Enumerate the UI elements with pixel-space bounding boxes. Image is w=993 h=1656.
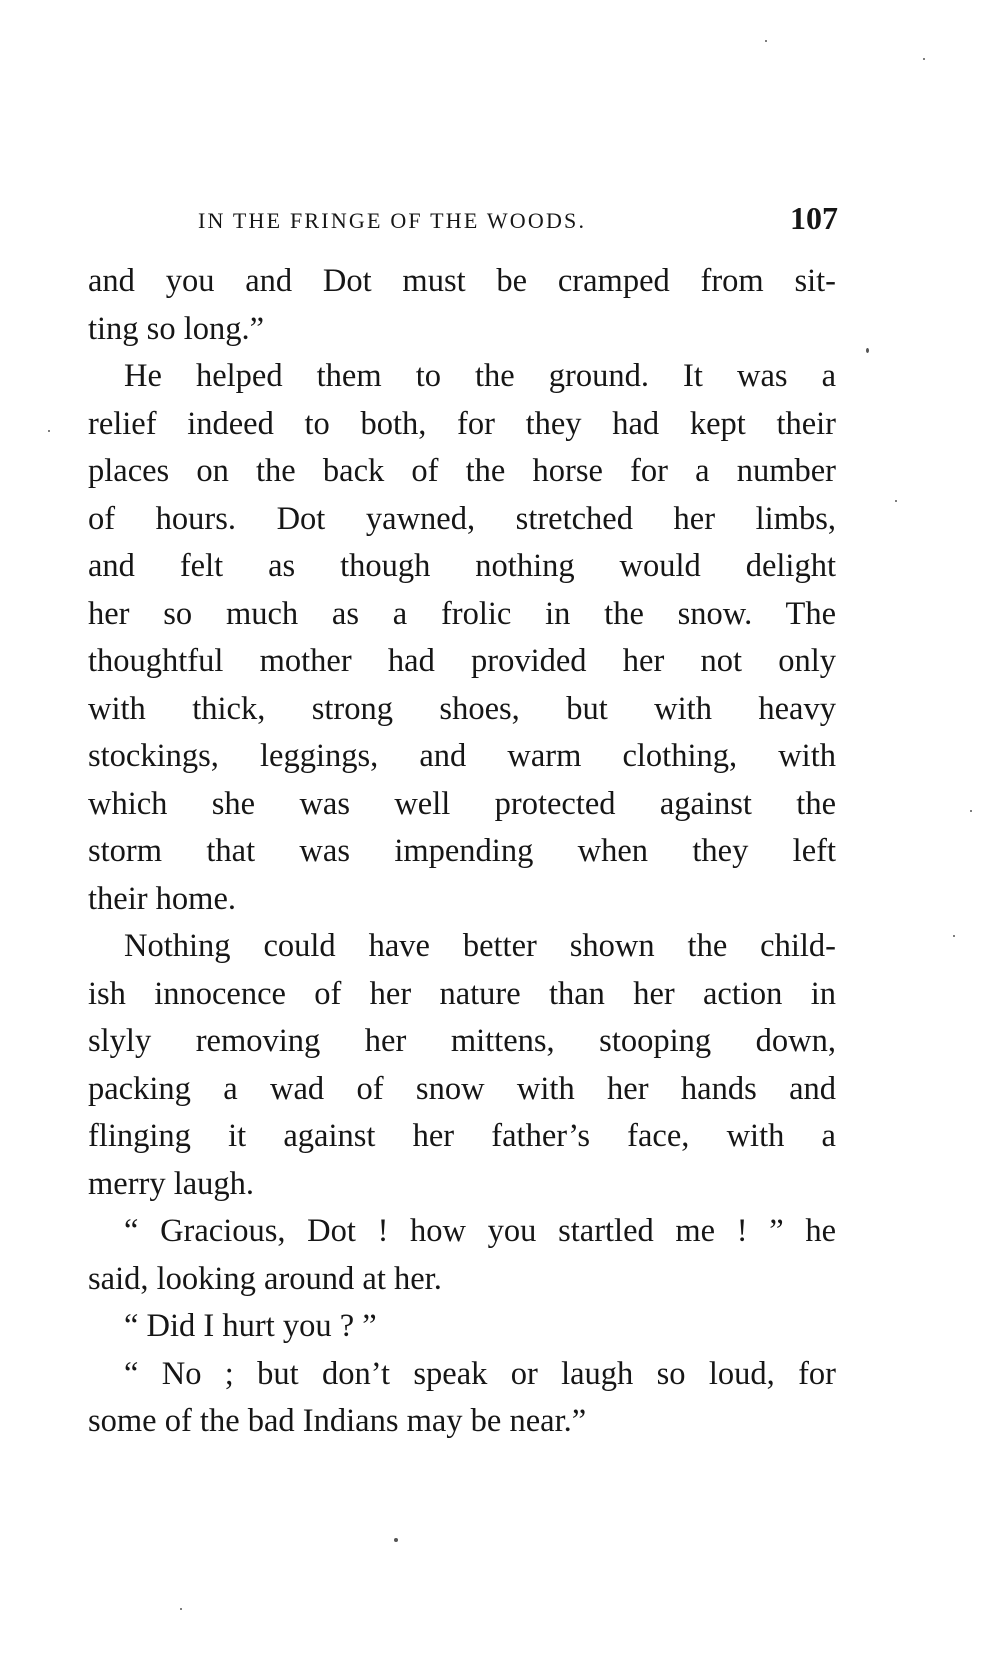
body-text — [88, 258, 836, 1446]
text-line: which she was well protected against the — [88, 785, 836, 822]
running-head — [198, 198, 838, 238]
text-line: her so much as a frolic in the snow. The — [88, 595, 836, 632]
text-line: packing a wad of snow with her hands and — [88, 1070, 836, 1107]
text-line: and you and Dot must be cramped from sit- — [88, 263, 836, 299]
text-line: “ Gracious, Dot ! how you startled me ! ” he — [124, 1213, 836, 1249]
text-line: of hours. Dot yawned, stretched her limbs, — [88, 500, 836, 537]
running-title: IN THE FRINGE OF THE WOODS. — [198, 208, 587, 233]
paragraph — [88, 353, 836, 923]
text-line: Nothing could have better shown the child- — [124, 928, 836, 964]
text-line: their home. — [88, 880, 237, 917]
paragraph — [88, 1303, 836, 1351]
text-line: storm that was impending when they left — [88, 833, 836, 869]
scan-speck — [953, 935, 955, 937]
text-line: with thick, strong shoes, but with heavy — [88, 690, 836, 727]
scan-speck — [765, 40, 767, 42]
text-line: merry laugh. — [88, 1165, 255, 1202]
text-line: He helped them to the ground. It was a — [124, 358, 836, 394]
page-number: 107 — [790, 200, 838, 236]
text-line: relief indeed to both, for they had kept their — [88, 405, 836, 442]
text-line: thoughtful mother had provided her not only — [88, 643, 836, 679]
text-line: some of the bad Indians may be near.” — [88, 1403, 587, 1439]
text-line: ting so long.” — [88, 310, 265, 347]
text-line: ish innocence of her nature than her action in — [88, 975, 836, 1012]
text-line: slyly removing her mittens, stooping down, — [88, 1023, 836, 1059]
scan-speck — [180, 1608, 182, 1610]
scan-speck — [866, 348, 869, 353]
scan-speck — [895, 500, 897, 502]
paragraph — [88, 258, 836, 353]
paragraph — [88, 923, 836, 1208]
text-line: places on the back of the horse for a number — [88, 453, 836, 489]
text-line: “ Did I hurt you ? ” — [124, 1308, 377, 1344]
text-line: and felt as though nothing would delight — [88, 548, 836, 584]
text-line: “ No ; but don’t speak or laugh so loud, for — [124, 1355, 836, 1392]
scan-speck — [394, 1538, 398, 1542]
text-line: said, looking around at her. — [88, 1260, 442, 1297]
paragraph — [88, 1208, 836, 1303]
scan-speck — [970, 810, 972, 812]
scan-speck — [48, 430, 50, 432]
paragraph — [88, 1351, 836, 1446]
scan-speck — [923, 58, 925, 60]
text-line: stockings, leggings, and warm clothing, with — [88, 738, 836, 774]
text-line: flinging it against her father’s face, with a — [88, 1118, 836, 1154]
